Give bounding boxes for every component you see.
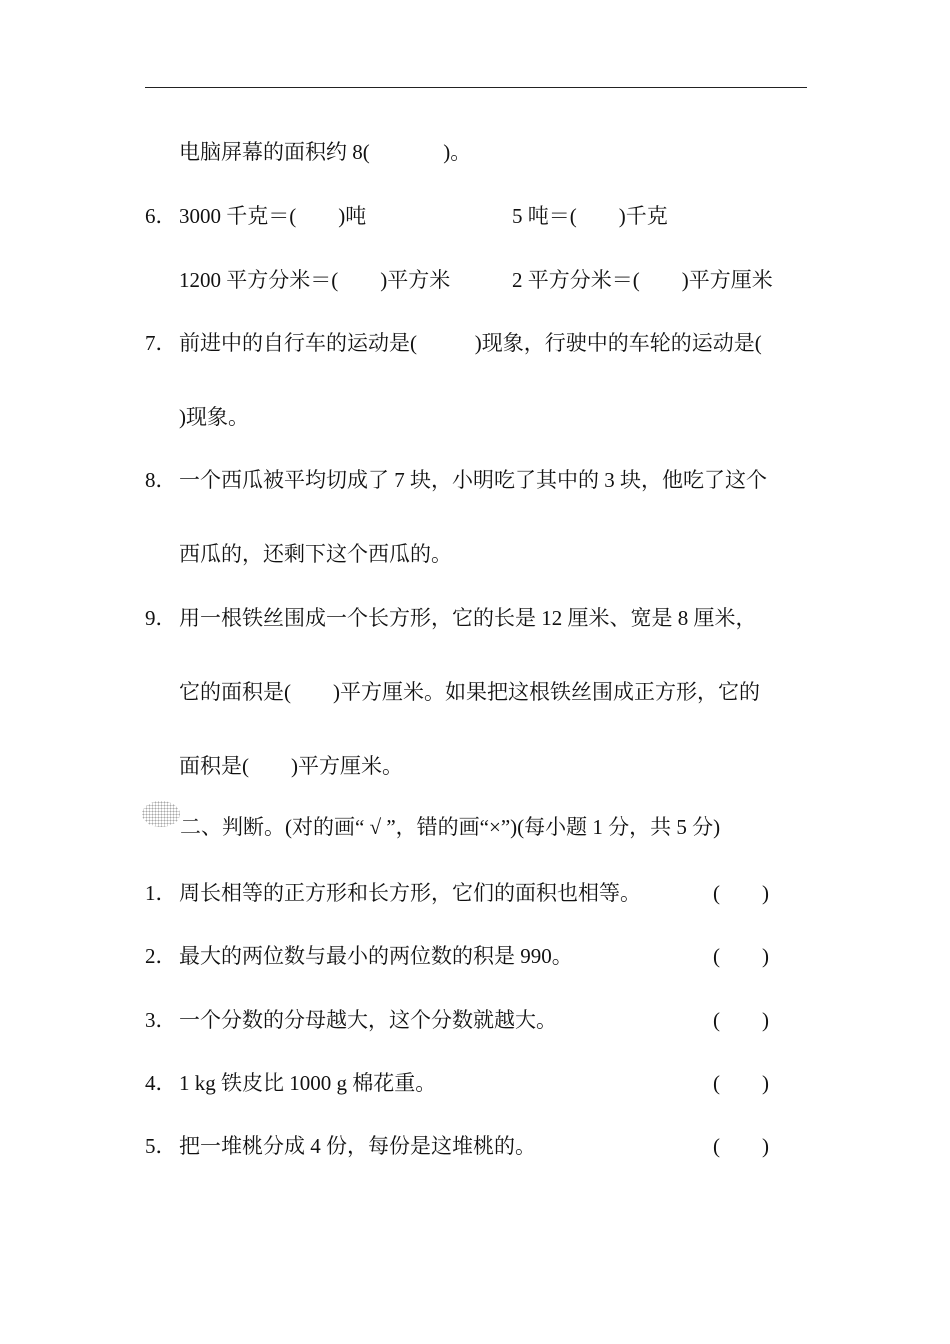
judge-2-answer-blank[interactable]: ( ) [713, 944, 769, 968]
judge-4-text: 1 kg 铁皮比 1000 g 棉花重。 [179, 1071, 437, 1095]
q6-part-a: 3000 千克＝( )吨 [179, 204, 367, 228]
judge-5-answer-blank[interactable]: ( ) [713, 1134, 769, 1158]
judge-1-number: 1． [145, 881, 177, 905]
judge-4-answer-blank[interactable]: ( ) [713, 1071, 769, 1095]
q6-part-d: 2 平方分米＝( )平方厘米 [512, 268, 773, 292]
q6-part-c: 1200 平方分米＝( )平方米 [179, 268, 451, 292]
q6-number: 6． [145, 204, 177, 228]
q9-line3: 面积是( )平方厘米。 [179, 754, 403, 778]
q8-number: 8． [145, 468, 177, 492]
q6-part-b: 5 吨＝( )千克 [512, 204, 668, 228]
q9-line1: 用一根铁丝围成一个长方形，它的长是 12 厘米、宽是 8 厘米， [179, 606, 757, 630]
judge-5-text: 把一堆桃分成 4 份，每份是这堆桃的。 [179, 1134, 536, 1158]
section-badge-icon [142, 801, 180, 827]
judge-4-number: 4． [145, 1071, 177, 1095]
header-rule [145, 87, 807, 88]
section2-title: 二、判断。(对的画“ √ ”，错的画“×”)(每小题 1 分，共 5 分) [180, 815, 721, 839]
judge-3-number: 3． [145, 1008, 177, 1032]
q8-line2: 西瓜的，还剩下这个西瓜的。 [179, 542, 452, 566]
q9-number: 9． [145, 606, 177, 630]
q8-line1: 一个西瓜被平均切成了 7 块，小明吃了其中的 3 块，他吃了这个 [179, 468, 767, 492]
q9-line2: 它的面积是( )平方厘米。如果把这根铁丝围成正方形，它的 [179, 680, 760, 704]
q7-line1: 前进中的自行车的运动是( )现象，行驶中的车轮的运动是( [179, 331, 762, 355]
q7-number: 7． [145, 331, 177, 355]
judge-1-text: 周长相等的正方形和长方形，它们的面积也相等。 [179, 881, 641, 905]
judge-2-number: 2． [145, 944, 177, 968]
q5-continuation: 电脑屏幕的面积约 8( )。 [179, 140, 472, 164]
judge-5-number: 5． [145, 1134, 177, 1158]
judge-1-answer-blank[interactable]: ( ) [713, 881, 769, 905]
judge-2-text: 最大的两位数与最小的两位数的积是 990。 [179, 944, 573, 968]
q7-line2: )现象。 [179, 405, 249, 429]
judge-3-text: 一个分数的分母越大，这个分数就越大。 [179, 1008, 557, 1032]
judge-3-answer-blank[interactable]: ( ) [713, 1008, 769, 1032]
